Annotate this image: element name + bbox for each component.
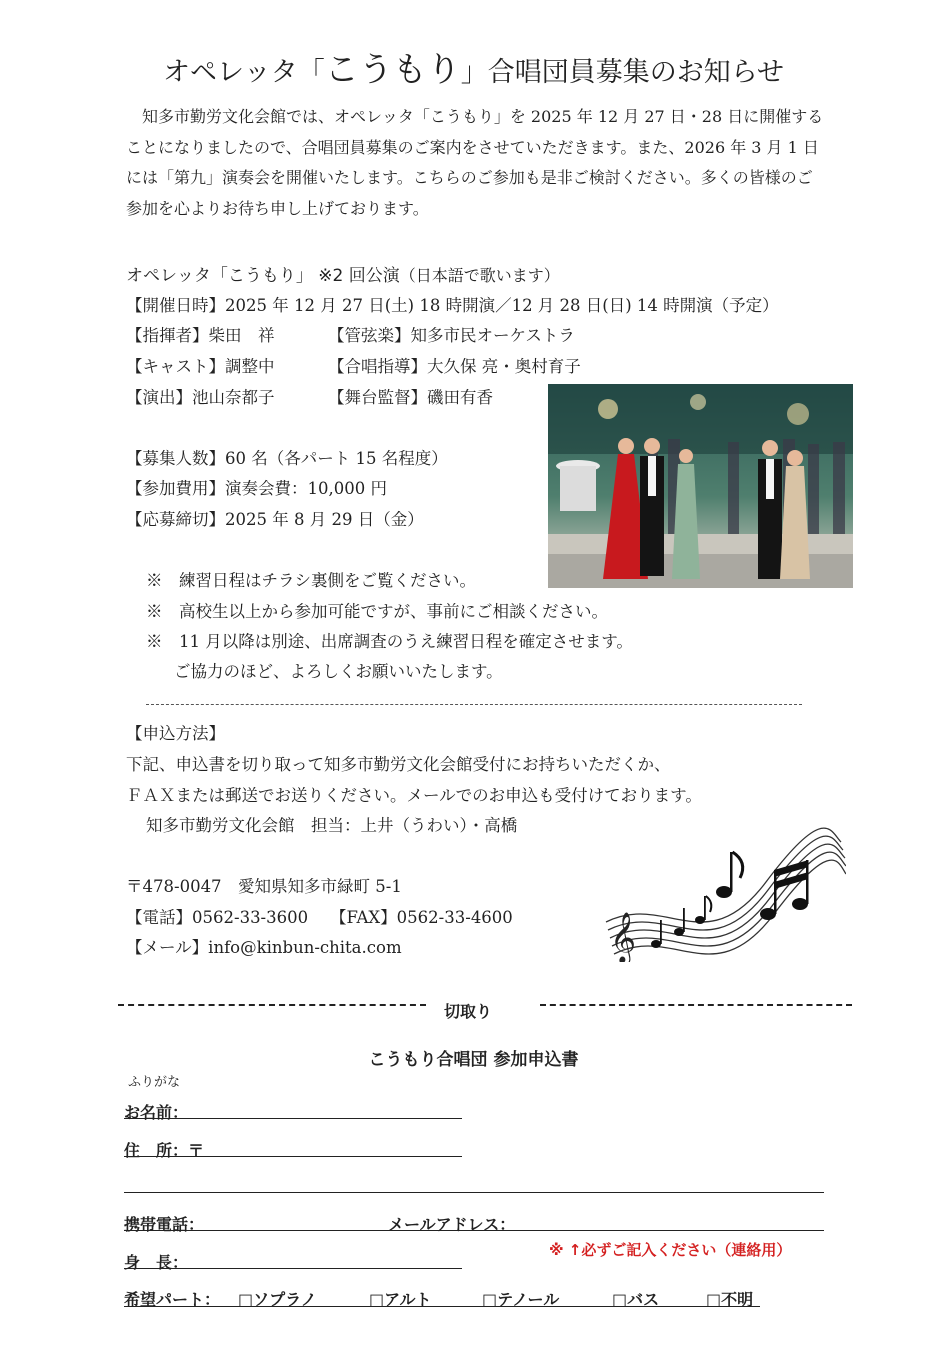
application-deadline: 【応募締切】2025 年 8 月 29 日（金）	[126, 510, 424, 529]
address-field-line-2[interactable]	[124, 1192, 824, 1193]
chorus-director: 【合唱指導】大久保 亮・奥村育子	[328, 357, 581, 376]
title-prefix: オペレッタ「	[163, 57, 325, 88]
mobile-email-field[interactable]	[124, 1230, 824, 1231]
phone-number: 【電話】0562-33-3600	[126, 908, 309, 927]
fax-number: 【FAX】0562-33-4600	[330, 908, 513, 927]
section-divider	[146, 704, 802, 705]
postal-address: 〒478-0047 愛知県知多市緑町 5-1	[126, 877, 402, 896]
email-label: メールアドレス：	[388, 1215, 516, 1234]
recruit-count: 【募集人数】60 名（各パート 15 名程度）	[126, 449, 448, 468]
required-note: ※ ↑必ずご記入ください（連絡用）	[549, 1241, 792, 1259]
height-field[interactable]	[124, 1268, 462, 1269]
title-suffix: 」合唱団員募集のお知らせ	[460, 57, 784, 88]
cut-line-left	[118, 1004, 426, 1006]
email-address: 【メール】info@kinbun-chita.com	[126, 938, 402, 957]
note-thanks: ご協力のほど、よろしくお願いいたします。	[174, 662, 503, 681]
furigana-label: ふりがな	[128, 1075, 181, 1090]
intro-paragraph	[126, 102, 826, 224]
cut-label: 切取り	[444, 1002, 493, 1021]
orchestra: 【管弦楽】知多市民オーケストラ	[328, 326, 575, 345]
stage-photo-graphic	[548, 384, 853, 588]
page-title	[0, 42, 947, 91]
conductor: 【指揮者】柴田 祥	[126, 326, 275, 345]
note-practice: ※ 練習日程はチラシ裏側をご覧ください。	[146, 571, 476, 590]
part-label: 希望パート：	[124, 1290, 221, 1309]
address-field[interactable]	[124, 1156, 462, 1157]
part-bass-checkbox[interactable]: □バス	[612, 1290, 660, 1309]
performance-heading-text: オペレッタ「こうもり」 ※2 回公演	[126, 266, 400, 286]
part-tenor-checkbox[interactable]: □テノール	[482, 1290, 560, 1309]
svg-text:𝄞: 𝄞	[610, 912, 637, 962]
participation-fee: 【参加費用】演奏会費：10,000 円	[126, 479, 387, 498]
part-soprano-checkbox[interactable]: □ソプラノ	[238, 1290, 317, 1309]
application-line-1: 下記、申込書を切り取って知多市勤労文化会館受付にお持ちいただくか、	[126, 755, 671, 774]
application-line-2: ＦＡＸまたは郵送でお送りください。メールでのお申込も受付けております。	[126, 786, 702, 805]
contact-person: 知多市勤労文化会館 担当：上井（うわい）・高橋	[146, 816, 518, 835]
address-label: 住 所：〒	[124, 1141, 205, 1160]
schedule: 【開催日時】2025 年 12 月 27 日(土) 18 時開演／12 月 28 日(日) 14 時開演（予定）	[126, 296, 779, 315]
cast: 【キャスト】調整中	[126, 357, 275, 376]
height-label: 身 長：	[124, 1253, 189, 1272]
application-heading: 【申込方法】	[126, 724, 225, 743]
mobile-label: 携帯電話：	[124, 1215, 205, 1234]
music-notes-icon	[596, 812, 846, 962]
performance-heading-note: （日本語で歌います）	[399, 266, 560, 285]
performance-heading	[126, 266, 560, 286]
cut-line-right	[540, 1004, 852, 1006]
form-title: こうもり合唱団 参加申込書	[368, 1050, 579, 1070]
part-unknown-checkbox[interactable]: □不明	[706, 1290, 754, 1309]
intro-text: 知多市勤労文化会館では、オペレッタ「こうもり」を 2025 年 12 月 27 日・28 日に開催することになりましたので、合唱団員募集のご案内をさせていただきます。また、2026 年 3 月 1 日には「第九」演奏会を開催いたします。こちらのご参加も是非ご検討ください。多くの皆様のご参加を心よりお待ち申し上げております。	[126, 107, 824, 218]
note-november: ※ 11 月以降は別途、出席調査のうえ練習日程を確定させます。	[146, 632, 633, 651]
note-high-school: ※ 高校生以上から参加可能ですが、事前にご相談ください。	[146, 602, 608, 621]
stage-director: 【演出】池山奈都子	[126, 388, 275, 407]
stage-manager: 【舞台監督】磯田有香	[328, 388, 493, 407]
title-main: こうもり	[324, 50, 461, 90]
music-notes-illustration	[596, 812, 846, 962]
part-row-underline	[124, 1306, 760, 1307]
part-alto-checkbox[interactable]: □アルト	[369, 1290, 432, 1309]
stage-photo	[548, 384, 853, 588]
name-field[interactable]	[124, 1118, 462, 1119]
name-label: お名前：	[124, 1103, 189, 1122]
